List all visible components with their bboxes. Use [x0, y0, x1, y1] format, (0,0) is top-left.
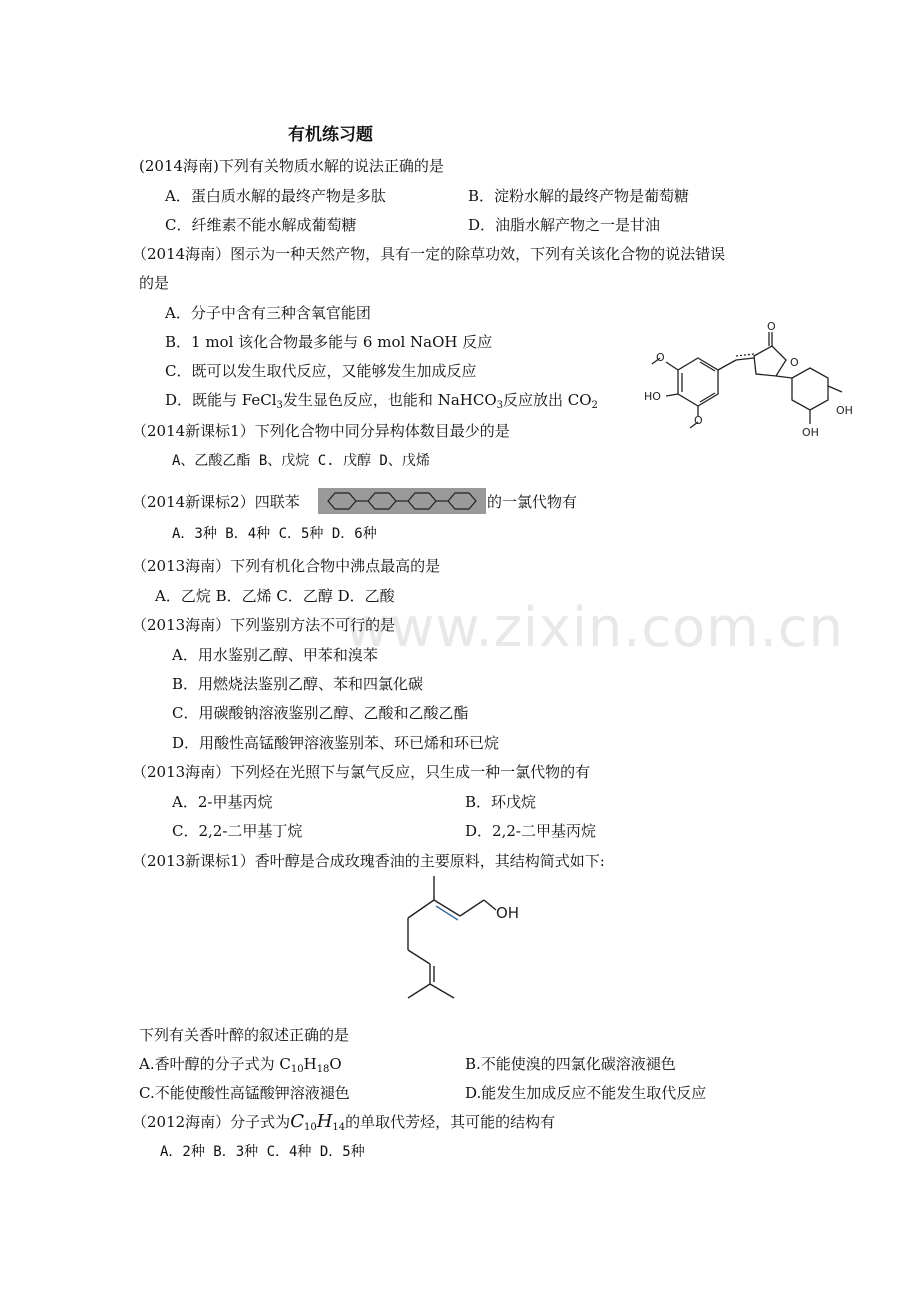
- q2-stem-line2: 的是: [139, 274, 170, 292]
- q8-option-a: A.香叶醇的分子式为 $C_{10}H_{18}O$: [139, 1055, 342, 1075]
- o-methoxy-low-label: O: [694, 414, 703, 427]
- q6-option-a: A．用水鉴别乙醇、甲苯和溴苯: [172, 646, 378, 664]
- q4-stem-pre: （2014新课标2）四联苯: [132, 493, 300, 511]
- q1-stem: (2014海南)下列有关物质水解的说法正确的是: [139, 157, 444, 175]
- page-title: 有机练习题: [288, 125, 373, 145]
- q4-options: A．3种 B．4种 C．5种 D．6种: [172, 526, 377, 542]
- ho-left-label: HO: [644, 390, 661, 403]
- q7-option-a: A．2-甲基丙烷: [172, 793, 273, 811]
- o-methoxy-label: O: [656, 351, 665, 364]
- watermark: www.zixin.com.cn: [345, 596, 844, 659]
- oh-bottom-label: OH: [802, 426, 819, 439]
- q2-option-a: A．分子中含有三种含氧官能团: [165, 304, 371, 322]
- q7-stem: （2013海南）下列烃在光照下与氯气反应，只生成一种一氯代物的有: [132, 763, 591, 781]
- q7-option-c: C．2,2-二甲基丁烷: [172, 822, 303, 840]
- q6-option-b: B．用燃烧法鉴别乙醇、苯和四氯化碳: [172, 675, 424, 693]
- q9-stem: （2012海南）分子式为$C_{10}H_{14}$的单取代芳烃，其可能的结构有: [132, 1111, 556, 1133]
- q5-options: A．乙烷 B．乙烯 C．乙醇 D．乙酸: [155, 587, 395, 605]
- o-carbonyl-label: O: [767, 320, 776, 333]
- q3-options: A、乙酸乙酯 B、戊烷 C. 戊醇 D、戊烯: [172, 453, 430, 469]
- q4-stem-post: 的一氯代物有: [487, 493, 578, 511]
- q5-stem: （2013海南）下列有机化合物中沸点最高的是: [132, 557, 441, 575]
- geraniol-structure: [396, 872, 536, 1004]
- q1-option-d: D．油脂水解产物之一是甘油: [468, 216, 661, 234]
- q6-option-c: C．用碳酸钠溶液鉴别乙醇、乙酸和乙酸乙酯: [172, 704, 469, 722]
- q7-option-b: B．环戊烷: [465, 793, 537, 811]
- q2-option-b: B．1 mol 该化合物最多能与 6 mol NaOH 反应: [165, 333, 493, 351]
- q3-stem: （2014新课标1）下列化合物中同分异构体数目最少的是: [132, 422, 510, 440]
- q9-options: A．2种 B．3种 C．4种 D．5种: [160, 1144, 365, 1160]
- q1-option-c: C．纤维素不能水解成葡萄糖: [165, 216, 357, 234]
- q6-option-d: D．用酸性高锰酸钾溶液鉴别苯、环已烯和环已烷: [172, 734, 500, 752]
- q7-option-d: D．2,2-二甲基丙烷: [465, 822, 596, 840]
- q8-option-c: C.不能使酸性高锰酸钾溶液褪色: [139, 1084, 350, 1102]
- q8-option-b: B.不能使溴的四氯化碳溶液褪色: [465, 1055, 676, 1073]
- q8-option-d: D.能发生加成反应不能发生取代反应: [465, 1084, 707, 1102]
- q1-option-a: A．蛋白质水解的最终产物是多肽: [165, 187, 386, 205]
- q1-option-b: B．淀粉水解的最终产物是葡萄糖: [468, 187, 690, 205]
- q2-option-c: C．既可以发生取代反应，又能够发生加成反应: [165, 362, 477, 380]
- oh-label: OH: [496, 904, 520, 922]
- q2-option-d: D．既能与 FeCl$_3$发生显色反应，也能和 NaHCO$_3$反应放出 $CO_2$: [165, 391, 598, 411]
- q8-sub-stem: 下列有关香叶醉的叙述正确的是: [139, 1026, 350, 1044]
- quaterphenyl-image: [318, 488, 486, 514]
- o-ring-label: O: [790, 356, 799, 369]
- q6-stem: （2013海南）下列鉴别方法不可行的是: [132, 616, 396, 634]
- q8-stem: （2013新课标1）香叶醇是合成玫瑰香油的主要原料，其结构简式如下:: [132, 852, 605, 870]
- oh-right-label: OH: [836, 404, 853, 417]
- q2-stem-line1: （2014海南）图示为一种天然产物，具有一定的除草功效，下列有关该化合物的说法错误: [132, 245, 726, 263]
- natural-product-structure: [640, 316, 860, 440]
